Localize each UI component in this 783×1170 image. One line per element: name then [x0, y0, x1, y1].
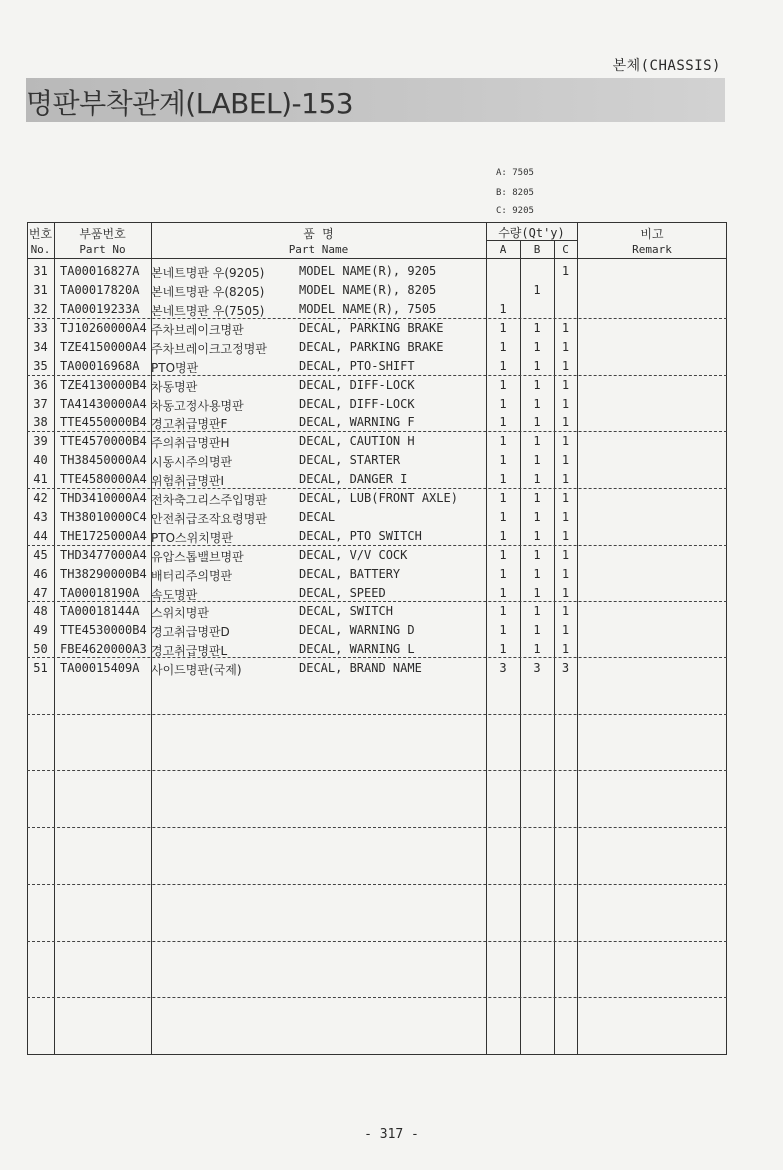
row-qty-b: 1 — [533, 586, 541, 600]
row-qty-b: 1 — [533, 510, 541, 524]
row-qty-a: 1 — [499, 453, 507, 467]
row-qty-b: 1 — [533, 453, 541, 467]
row-qty-a: 1 — [499, 604, 507, 618]
row-name-en: DECAL, CAUTION H — [299, 434, 415, 448]
row-qty-b: 1 — [533, 548, 541, 562]
row-part-no: THD3477000A4 — [60, 548, 147, 562]
table-row — [27, 470, 727, 489]
row-no: 40 — [33, 453, 48, 467]
table-row — [27, 584, 727, 603]
row-part-no: TA00016968A — [60, 359, 140, 373]
page-title: 명판부착관계(LABEL)-153 — [26, 87, 354, 120]
row-part-no: TTE4530000B4 — [60, 623, 147, 637]
row-qty-b: 1 — [533, 283, 541, 297]
row-name-kr: 배터리주의명판 — [151, 569, 233, 583]
row-qty-c: 1 — [561, 321, 570, 335]
row-qty-a: 1 — [499, 340, 507, 354]
row-name-en: DECAL, DIFF-LOCK — [299, 378, 415, 392]
legend-b: B: 8205 — [496, 188, 534, 198]
row-qty-c: 1 — [561, 604, 570, 618]
table-row — [27, 432, 727, 451]
row-no: 50 — [33, 642, 48, 656]
row-qty-b: 1 — [533, 434, 541, 448]
row-qty-a: 1 — [499, 397, 507, 411]
row-name-en: DECAL, BRAND NAME — [299, 661, 422, 675]
table-row — [27, 319, 727, 338]
row-qty-a: 1 — [499, 623, 507, 637]
row-qty-c: 1 — [561, 359, 570, 373]
row-qty-b: 1 — [533, 642, 541, 656]
row-qty-b: 1 — [533, 491, 541, 505]
row-qty-c: 1 — [561, 491, 570, 505]
group-divider — [27, 941, 727, 942]
row-part-no: TH38010000C4 — [60, 510, 147, 524]
header-no-en: No. — [30, 243, 51, 256]
row-name-en: DECAL, SPEED — [299, 586, 386, 600]
table-row — [27, 357, 727, 376]
row-name-en: DECAL, PARKING BRAKE — [299, 340, 444, 354]
row-name-en: MODEL NAME(R), 9205 — [299, 264, 437, 278]
row-name-kr: 본네트명판 우(8205) — [151, 285, 265, 299]
row-qty-c: 1 — [561, 397, 570, 411]
row-qty-b: 1 — [533, 604, 541, 618]
row-name-en: DECAL, DIFF-LOCK — [299, 397, 415, 411]
row-qty-a: 1 — [499, 586, 507, 600]
row-part-no: FBE4620000A3 — [60, 642, 147, 656]
row-part-no: TA00016827A — [60, 264, 140, 278]
row-no: 43 — [33, 510, 48, 524]
legend-c: C: 9205 — [496, 206, 534, 216]
page-number: - 317 - — [364, 1127, 419, 1142]
row-name-kr: 안전취급조작요령명판 — [151, 512, 267, 526]
row-qty-c: 1 — [561, 264, 570, 278]
row-qty-a: 1 — [499, 548, 507, 562]
header-remark-kr: 비고 — [640, 227, 664, 241]
row-part-no: THE1725000A4 — [60, 529, 147, 543]
row-qty-c: 1 — [561, 586, 570, 600]
row-no: 48 — [33, 604, 48, 618]
group-divider — [27, 884, 727, 885]
row-qty-b: 1 — [533, 397, 541, 411]
row-part-no: THD3410000A4 — [60, 491, 147, 505]
table-row — [27, 262, 727, 281]
row-name-en: DECAL, PARKING BRAKE — [299, 321, 444, 335]
row-no: 46 — [33, 567, 48, 581]
row-no: 32 — [33, 302, 48, 316]
row-no: 38 — [33, 415, 48, 429]
row-name-en: DECAL, SWITCH — [299, 604, 393, 618]
row-name-kr: 본네트명판 우(9205) — [151, 266, 265, 280]
row-part-no: TA00015409A — [60, 661, 140, 675]
section-label: 본체(CHASSIS) — [612, 58, 721, 74]
header-qty-c: C — [562, 243, 569, 256]
row-name-kr: 경고취급명판L — [151, 644, 228, 658]
row-no: 34 — [33, 340, 48, 354]
row-name-en: DECAL, V/V COCK — [299, 548, 408, 562]
row-name-en: DECAL, DANGER I — [299, 472, 408, 486]
header-qty-a: A — [499, 243, 507, 256]
table-row — [27, 300, 727, 319]
table-row — [27, 395, 727, 414]
row-part-no: TA00019233A — [60, 302, 140, 316]
row-qty-c: 1 — [561, 623, 570, 637]
row-no: 37 — [33, 397, 48, 411]
table-row — [27, 602, 727, 621]
row-no: 31 — [33, 283, 48, 297]
header-name-en: Part Name — [288, 243, 349, 256]
row-part-no: TZE4150000A4 — [60, 340, 147, 354]
row-no: 36 — [33, 378, 48, 392]
table-row — [27, 338, 727, 357]
table-row — [27, 451, 727, 470]
table-row — [27, 640, 727, 659]
row-name-en: DECAL — [299, 510, 336, 524]
row-part-no: TA00018190A — [60, 586, 140, 600]
table-row — [27, 376, 727, 395]
row-name-kr: 스위치명판 — [151, 606, 209, 620]
header-qty-b: B — [533, 243, 541, 256]
row-name-en: DECAL, STARTER — [299, 453, 401, 467]
row-name-en: DECAL, PTO SWITCH — [299, 529, 422, 543]
row-name-kr: 유압스톱밸브명판 — [151, 550, 244, 564]
row-no: 31 — [33, 264, 48, 278]
row-name-kr: PTO스위치명판 — [151, 531, 233, 545]
row-qty-b: 3 — [533, 661, 541, 675]
row-qty-a: 1 — [499, 321, 507, 335]
row-qty-a: 1 — [499, 510, 507, 524]
table-row — [27, 659, 727, 678]
row-part-no: TA00017820A — [60, 283, 140, 297]
row-no: 39 — [33, 434, 48, 448]
row-name-en: DECAL, PTO-SHIFT — [299, 359, 415, 373]
header-divider — [27, 258, 727, 259]
row-name-en: DECAL, WARNING L — [299, 642, 415, 656]
row-no: 47 — [33, 586, 48, 600]
row-no: 33 — [33, 321, 48, 335]
row-name-kr: 위험취급명판I — [151, 474, 225, 488]
row-name-kr: 주차브레이크명판 — [151, 323, 244, 337]
row-qty-b: 1 — [533, 378, 541, 392]
row-qty-a: 1 — [499, 378, 507, 392]
row-name-en: DECAL, LUB(FRONT AXLE) — [299, 491, 458, 505]
row-name-kr: 경고취급명판F — [151, 417, 228, 431]
row-name-kr: 전차축그리스주입명판 — [151, 493, 267, 507]
table-row — [27, 413, 727, 432]
header-no-kr: 번호 — [28, 227, 53, 241]
row-qty-b: 1 — [533, 567, 541, 581]
header-part-kr: 부품번호 — [79, 227, 126, 241]
row-name-en: DECAL, WARNING F — [299, 415, 415, 429]
row-part-no: TTE4580000A4 — [60, 472, 147, 486]
row-part-no: TTE4550000B4 — [60, 415, 147, 429]
table-row — [27, 527, 727, 546]
row-no: 45 — [33, 548, 48, 562]
row-name-kr: 본네트명판 우(7505) — [151, 304, 265, 318]
row-qty-a: 1 — [499, 415, 507, 429]
row-qty-a: 1 — [499, 434, 507, 448]
row-qty-c: 1 — [561, 567, 570, 581]
row-no: 51 — [33, 661, 48, 675]
group-divider — [27, 827, 727, 828]
row-no: 44 — [33, 529, 48, 543]
row-name-kr: 주의취급명판H — [151, 436, 230, 450]
row-qty-a: 1 — [499, 472, 507, 486]
row-name-en: MODEL NAME(R), 7505 — [299, 302, 437, 316]
table-row — [27, 489, 727, 508]
row-qty-b: 1 — [533, 340, 541, 354]
row-no: 35 — [33, 359, 48, 373]
row-name-kr: 차동고정사용명판 — [151, 399, 244, 413]
row-qty-b: 1 — [533, 529, 541, 543]
row-qty-b: 1 — [533, 472, 541, 486]
table-row — [27, 621, 727, 640]
row-qty-c: 1 — [561, 378, 570, 392]
row-qty-a: 1 — [499, 567, 507, 581]
row-part-no: TH38290000B4 — [60, 567, 147, 581]
row-name-kr: 속도명판 — [151, 588, 198, 602]
legend-a: A: 7505 — [496, 168, 534, 178]
table-row — [27, 565, 727, 584]
row-no: 49 — [33, 623, 48, 637]
header-part-en: Part No — [79, 243, 126, 256]
row-name-kr: 시동시주의명판 — [151, 455, 233, 469]
group-divider — [27, 714, 727, 715]
row-qty-c: 1 — [561, 548, 570, 562]
row-part-no: TZE4130000B4 — [60, 378, 147, 392]
group-divider — [27, 997, 727, 998]
row-part-no: TA41430000A4 — [60, 397, 147, 411]
row-name-kr: 차동명판 — [151, 380, 198, 394]
row-qty-a: 3 — [499, 661, 507, 675]
row-part-no: TJ10260000A4 — [60, 321, 147, 335]
row-qty-c: 3 — [561, 661, 570, 675]
table-row — [27, 281, 727, 300]
header-name-kr: 품 명 — [303, 227, 334, 241]
row-qty-c: 1 — [561, 453, 570, 467]
row-qty-a: 1 — [499, 529, 507, 543]
row-part-no: TA00018144A — [60, 604, 140, 618]
row-qty-a: 1 — [499, 642, 507, 656]
row-no: 42 — [33, 491, 48, 505]
header-qty: 수량(Qt'y) — [498, 226, 565, 240]
row-name-en: DECAL, WARNING D — [299, 623, 415, 637]
row-qty-c: 1 — [561, 642, 570, 656]
title-bar — [26, 78, 725, 122]
row-qty-c: 1 — [561, 340, 570, 354]
row-qty-b: 1 — [533, 623, 541, 637]
row-qty-b: 1 — [533, 359, 541, 373]
row-qty-c: 1 — [561, 529, 570, 543]
row-name-en: MODEL NAME(R), 8205 — [299, 283, 437, 297]
row-name-en: DECAL, BATTERY — [299, 567, 401, 581]
header-remark-en: Remark — [632, 243, 672, 256]
group-divider — [27, 770, 727, 771]
row-part-no: TH38450000A4 — [60, 453, 147, 467]
row-name-kr: 사이드명판(국제) — [151, 663, 242, 677]
row-qty-a: 1 — [499, 359, 507, 373]
row-qty-c: 1 — [561, 472, 570, 486]
row-qty-a: 1 — [499, 302, 507, 316]
row-qty-c: 1 — [561, 510, 570, 524]
row-no: 41 — [33, 472, 48, 486]
row-qty-c: 1 — [561, 434, 570, 448]
row-qty-b: 1 — [533, 415, 541, 429]
row-qty-b: 1 — [533, 321, 541, 335]
row-name-kr: 경고취급명판D — [151, 625, 230, 639]
row-name-kr: PTO명판 — [151, 361, 199, 375]
row-part-no: TTE4570000B4 — [60, 434, 147, 448]
row-qty-c: 1 — [561, 415, 570, 429]
row-qty-a: 1 — [499, 491, 507, 505]
row-name-kr: 주차브레이크고정명판 — [151, 342, 267, 356]
table-row — [27, 546, 727, 565]
table-row — [27, 508, 727, 527]
